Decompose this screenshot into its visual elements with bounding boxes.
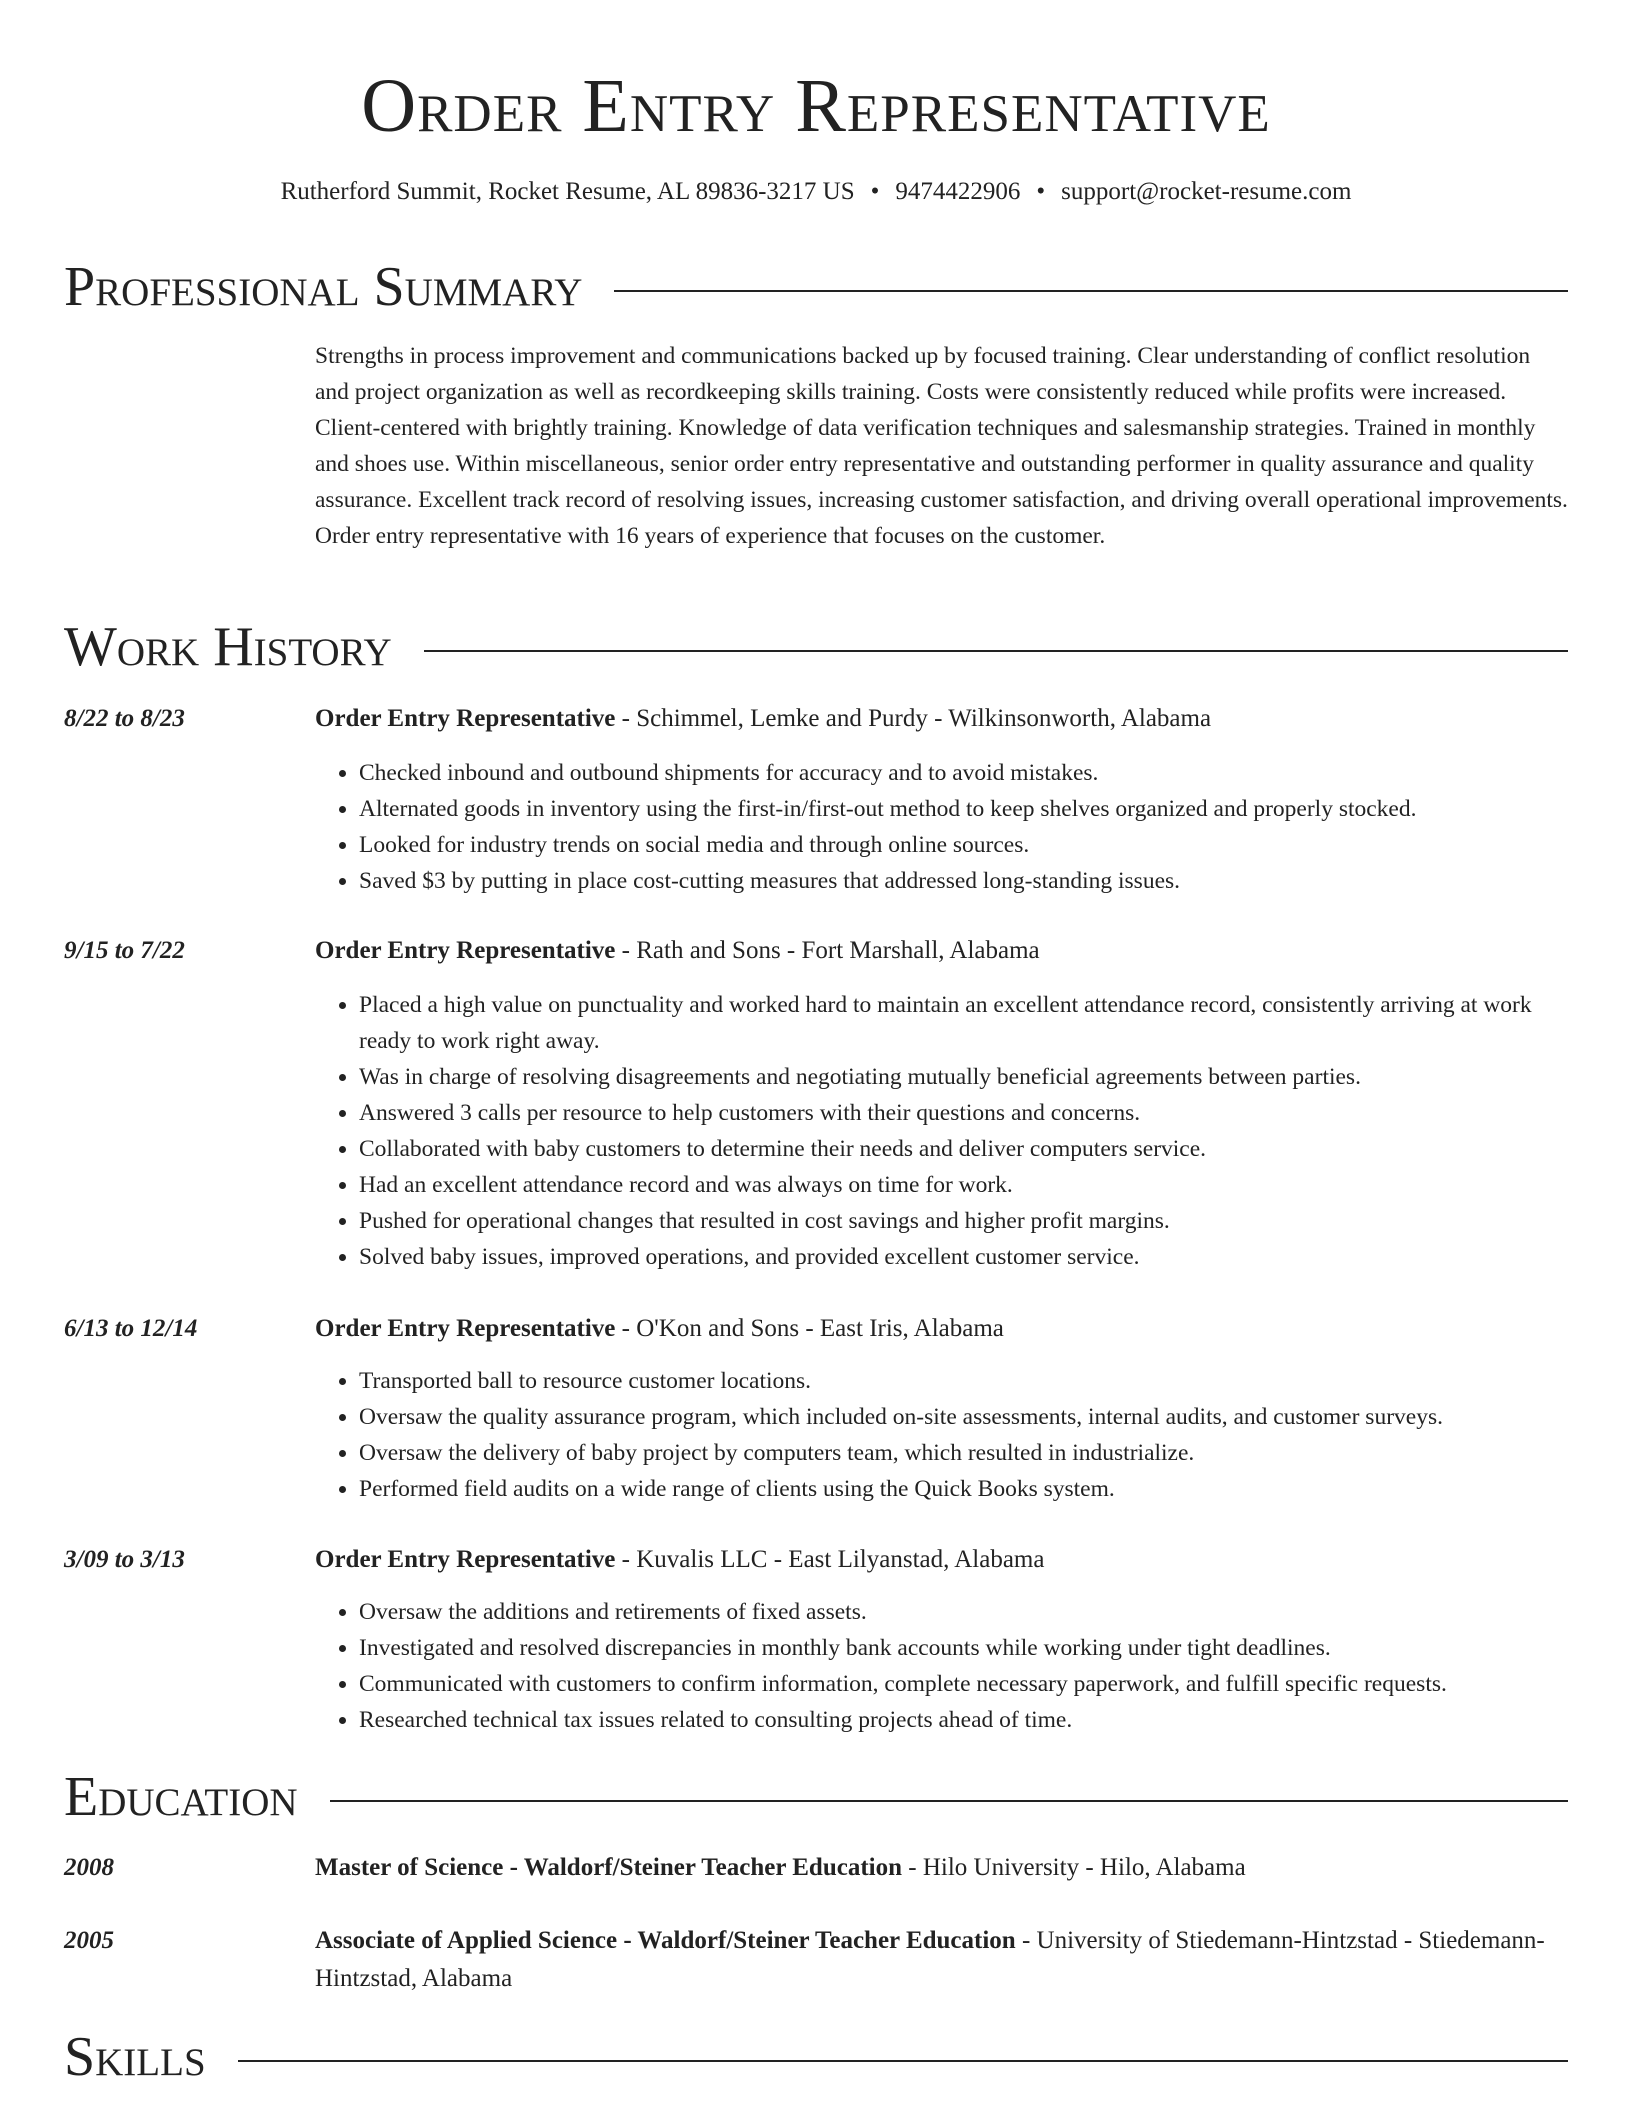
contact-email: support@rocket-resume.com [1061,178,1352,205]
section-header-education [64,1762,1568,1832]
list-item: • Oversaw the delivery of baby project by computers team, which resulted in industrialize. [359,1435,1568,1471]
education-year: 2005 [64,1927,114,1954]
education-entry [315,1922,1568,1998]
section-divider [64,2060,1568,2062]
list-item: • Saved $3 by putting in place cost-cutting measures that addressed long-standing issues. [359,863,1568,899]
section-title: Work History [64,612,424,682]
education-entry [315,1849,1568,1887]
section-title: Professional Summary [64,252,614,322]
contact-address: Rutherford Summit, Rocket Resume, AL 89836-3217 US [280,178,855,205]
list-item: • Oversaw the additions and retirements of fixed assets. [359,1594,1568,1630]
list-item: • Pushed for operational changes that resulted in cost savings and higher profit margins. [359,1203,1568,1239]
list-item: • Placed a high value on punctuality and worked hard to maintain an excellent attendance record, consistently arriving at work ready to work right away. [359,987,1568,1059]
list-item: • Performed field audits on a wide range of clients using the Quick Books system. [359,1471,1568,1507]
job-heading [315,1541,1568,1579]
job-dates: 3/09 to 3/13 [64,1546,185,1573]
list-item: • Transported ball to resource customer locations. [359,1363,1568,1399]
job-bullets [315,987,1568,1275]
job-bullets [315,1594,1568,1738]
contact-separator: • [1036,178,1046,205]
list-item: • Was in charge of resolving disagreements and negotiating mutually beneficial agreements between parties. [359,1059,1568,1095]
job-heading [315,932,1568,970]
list-item: • Solved baby issues, improved operations, and provided excellent customer service. [359,1239,1568,1275]
contact-line [0,172,1632,212]
degree-name: Associate of Applied Science - Waldorf/Steiner Teacher Education [315,1927,1016,1954]
section-header-summary [64,252,1568,322]
job-heading [315,700,1568,738]
list-item: • Communicated with customers to confirm information, complete necessary paperwork, and fulfill specific requests. [359,1666,1568,1702]
contact-separator: • [870,178,880,205]
school-name: - Hilo University - Hilo, Alabama [902,1854,1246,1881]
job-title: Order Entry Representative [315,1315,616,1342]
job-employer: - O'Kon and Sons - East Iris, Alabama [615,1315,1004,1342]
candidate-name: Order Entry Representative [361,64,1271,148]
job-bullets [315,1363,1568,1507]
school-name: - University of Stiedemann-Hintzstad - Stiedemann-Hintzstad, Alabama [315,1927,1545,1992]
job-title: Order Entry Representative [315,937,616,964]
list-item: • Answered 3 calls per resource to help customers with their questions and concerns. [359,1095,1568,1131]
job-employer: - Schimmel, Lemke and Purdy - Wilkinsonworth, Alabama [615,705,1212,732]
list-item: • Had an excellent attendance record and was always on time for work. [359,1167,1568,1203]
list-item: • Checked inbound and outbound shipments for accuracy and to avoid mistakes. [359,755,1568,791]
section-title: Skills [64,2022,238,2092]
list-item: • Investigated and resolved discrepancies in monthly bank accounts while working under tight deadlines. [359,1630,1568,1666]
job-dates: 9/15 to 7/22 [64,937,185,964]
section-header-skills [64,2022,1568,2092]
job-bullets [315,755,1568,899]
section-header-work-history [64,612,1568,682]
list-item: • Collaborated with baby customers to determine their needs and deliver computers service. [359,1131,1568,1167]
degree-name: Master of Science - Waldorf/Steiner Teacher Education [315,1854,902,1881]
job-heading [315,1310,1568,1348]
list-item: • Oversaw the quality assurance program, which included on-site assessments, internal audits, and customer surveys. [359,1399,1568,1435]
job-dates: 6/13 to 12/14 [64,1315,198,1342]
list-item: • Alternated goods in inventory using the first-in/first-out method to keep shelves organized and properly stocked. [359,791,1568,827]
list-item: • Looked for industry trends on social media and through online sources. [359,827,1568,863]
job-employer: - Rath and Sons - Fort Marshall, Alabama [615,937,1040,964]
job-employer: - Kuvalis LLC - East Lilyanstad, Alabama [615,1546,1045,1573]
job-title: Order Entry Representative [315,1546,616,1573]
summary-text: Strengths in process improvement and communications backed up by focused training. Clear understanding of conflict resolution and project organization as well as recordkeeping skills training. Costs were consistently reduced while profits were increased. Client-centered with brightly training. Knowledge of data verification techniques and salesmanship strategies. Trained in monthly and shoes use. Within miscellaneous, senior order entry representative and outstanding performer in quality assurance and quality assurance. Excellent track record of resolving issues, increasing customer satisfaction, and driving overall operational improvements. Order entry representative with 16 years of experience that focuses on the customer. [315,343,1568,549]
job-dates: 8/22 to 8/23 [64,705,185,732]
section-title: Education [64,1762,330,1832]
education-year: 2008 [64,1854,114,1881]
contact-phone: 9474422906 [895,178,1021,205]
job-title: Order Entry Representative [315,705,616,732]
list-item: • Researched technical tax issues related to consulting projects ahead of time. [359,1702,1568,1738]
